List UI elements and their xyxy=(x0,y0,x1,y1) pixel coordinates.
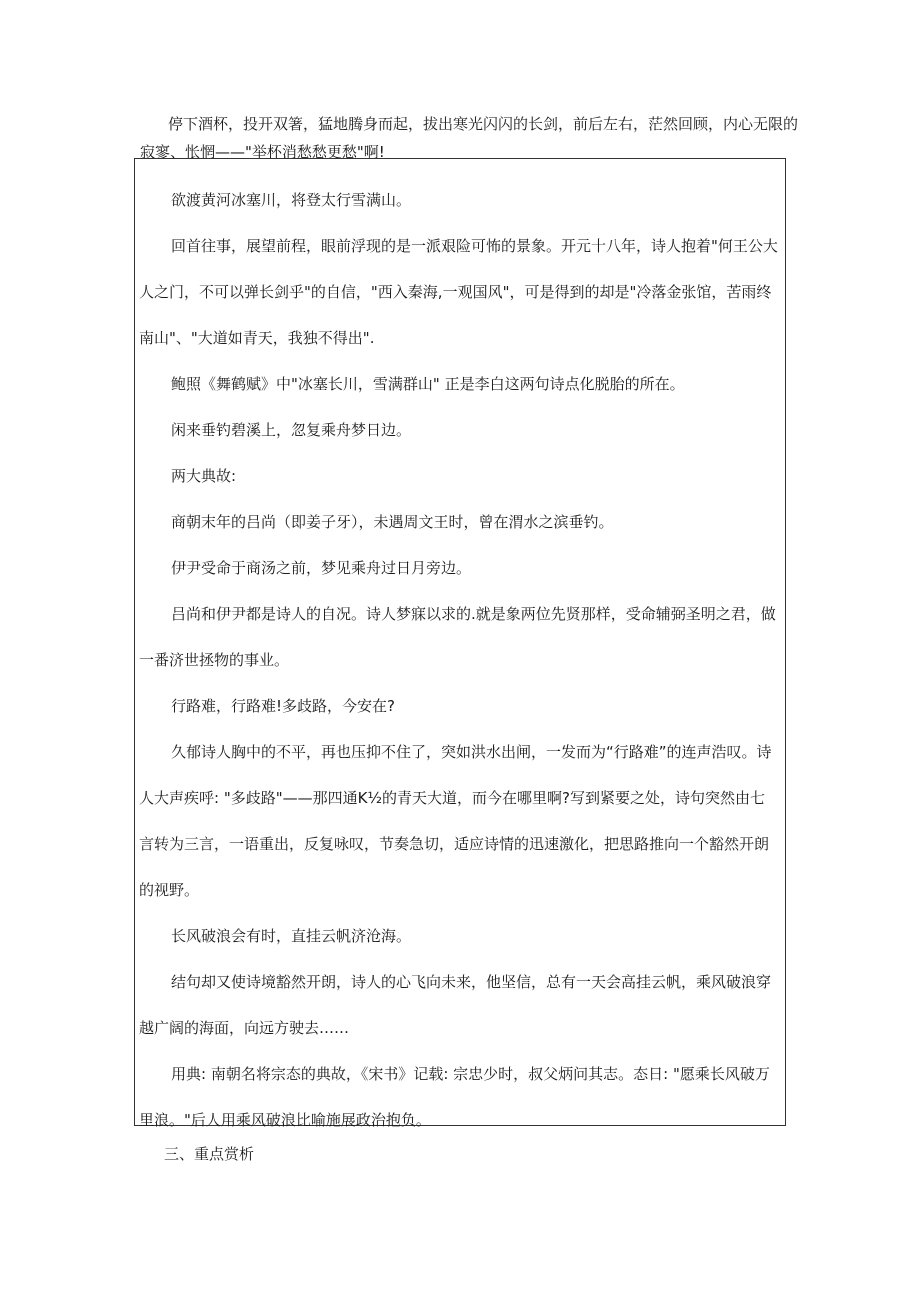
box-paragraph: 长风破浪会有时，直挂云帆济沧海。 xyxy=(171,927,412,945)
bordered-text-content xyxy=(139,177,779,1143)
box-paragraph: 闲来垂钓碧溪上，忽复乘舟梦日边。 xyxy=(171,421,412,439)
bordered-text-box xyxy=(134,158,786,1129)
box-paragraph: 行路难，行路难!多歧路，今安在? xyxy=(171,697,395,715)
box-paragraph: 欲渡黄河冰塞川，将登太行雪满山。 xyxy=(171,191,412,209)
box-paragraph: 商朝末年的吕尚（即姜子牙），未遇周文王时，曾在渭水之滨垂钓。 xyxy=(171,513,614,531)
box-paragraph: 鲍照《舞鹤赋》中"冰塞长川，雪满群山" 正是李白这两句诗点化脱胎的所在。 xyxy=(171,375,685,393)
intro-text: 停下酒杯，投开双箸，猛地腾身而起，拔出寒光闪闪的长剑，前后左右，茫然回顾，内心无限的寂寥、怅惘——"举杯消愁愁更愁"啊! xyxy=(140,115,799,161)
box-paragraph: 结句却又使诗境豁然开朗，诗人的心飞向未来，他坚信，总有一天会高挂云帆，乘风破浪穿越广阔的海面，向远方驶去…… xyxy=(139,973,772,1037)
box-paragraph: 用典: 南朝名将宗态的典故，《宋书》记载: 宗忠少时，叔父炳问其志。态日: "愿乘长风破万里浪。"后人用乘风破浪比喻施展政治抱负。 xyxy=(139,1065,770,1129)
section-heading: 三、重点赏析 xyxy=(164,1145,255,1163)
box-paragraph: 伊尹受命于商汤之前，梦见乘舟过日月旁边。 xyxy=(171,559,472,577)
box-paragraph: 吕尚和伊尹都是诗人的自况。诗人梦寐以求的.就是象两位先贤那样，受命辅弼圣明之君，做一番济世拯物的事业。 xyxy=(139,605,776,669)
box-paragraph: 回首往事，展望前程，眼前浮现的是一派艰险可怖的景象。开元十八年，诗人抱着"何王公大人之门，不可以弹长剑乎"的自信，"西入秦海,一观国风"，可是得到的却是"冷落金张馆，苦雨终南山"、"大道如青天，我独不得出". xyxy=(139,237,778,347)
box-paragraph: 久郁诗人胸中的不平，再也压抑不住了，突如洪水出闸，一发而为“行路难”的连声浩叹。诗人大声疾呼: "多歧路"——那四通K½的青天大道，而今在哪里啊?写到紧要之处，诗句突然由七言转为三言，一语重出，反复咏叹，节奏急切，适应诗情的迅速激化，把思路推向一个豁然开朗的视野。 xyxy=(139,743,772,899)
box-paragraph: 两大典故: xyxy=(171,467,237,485)
